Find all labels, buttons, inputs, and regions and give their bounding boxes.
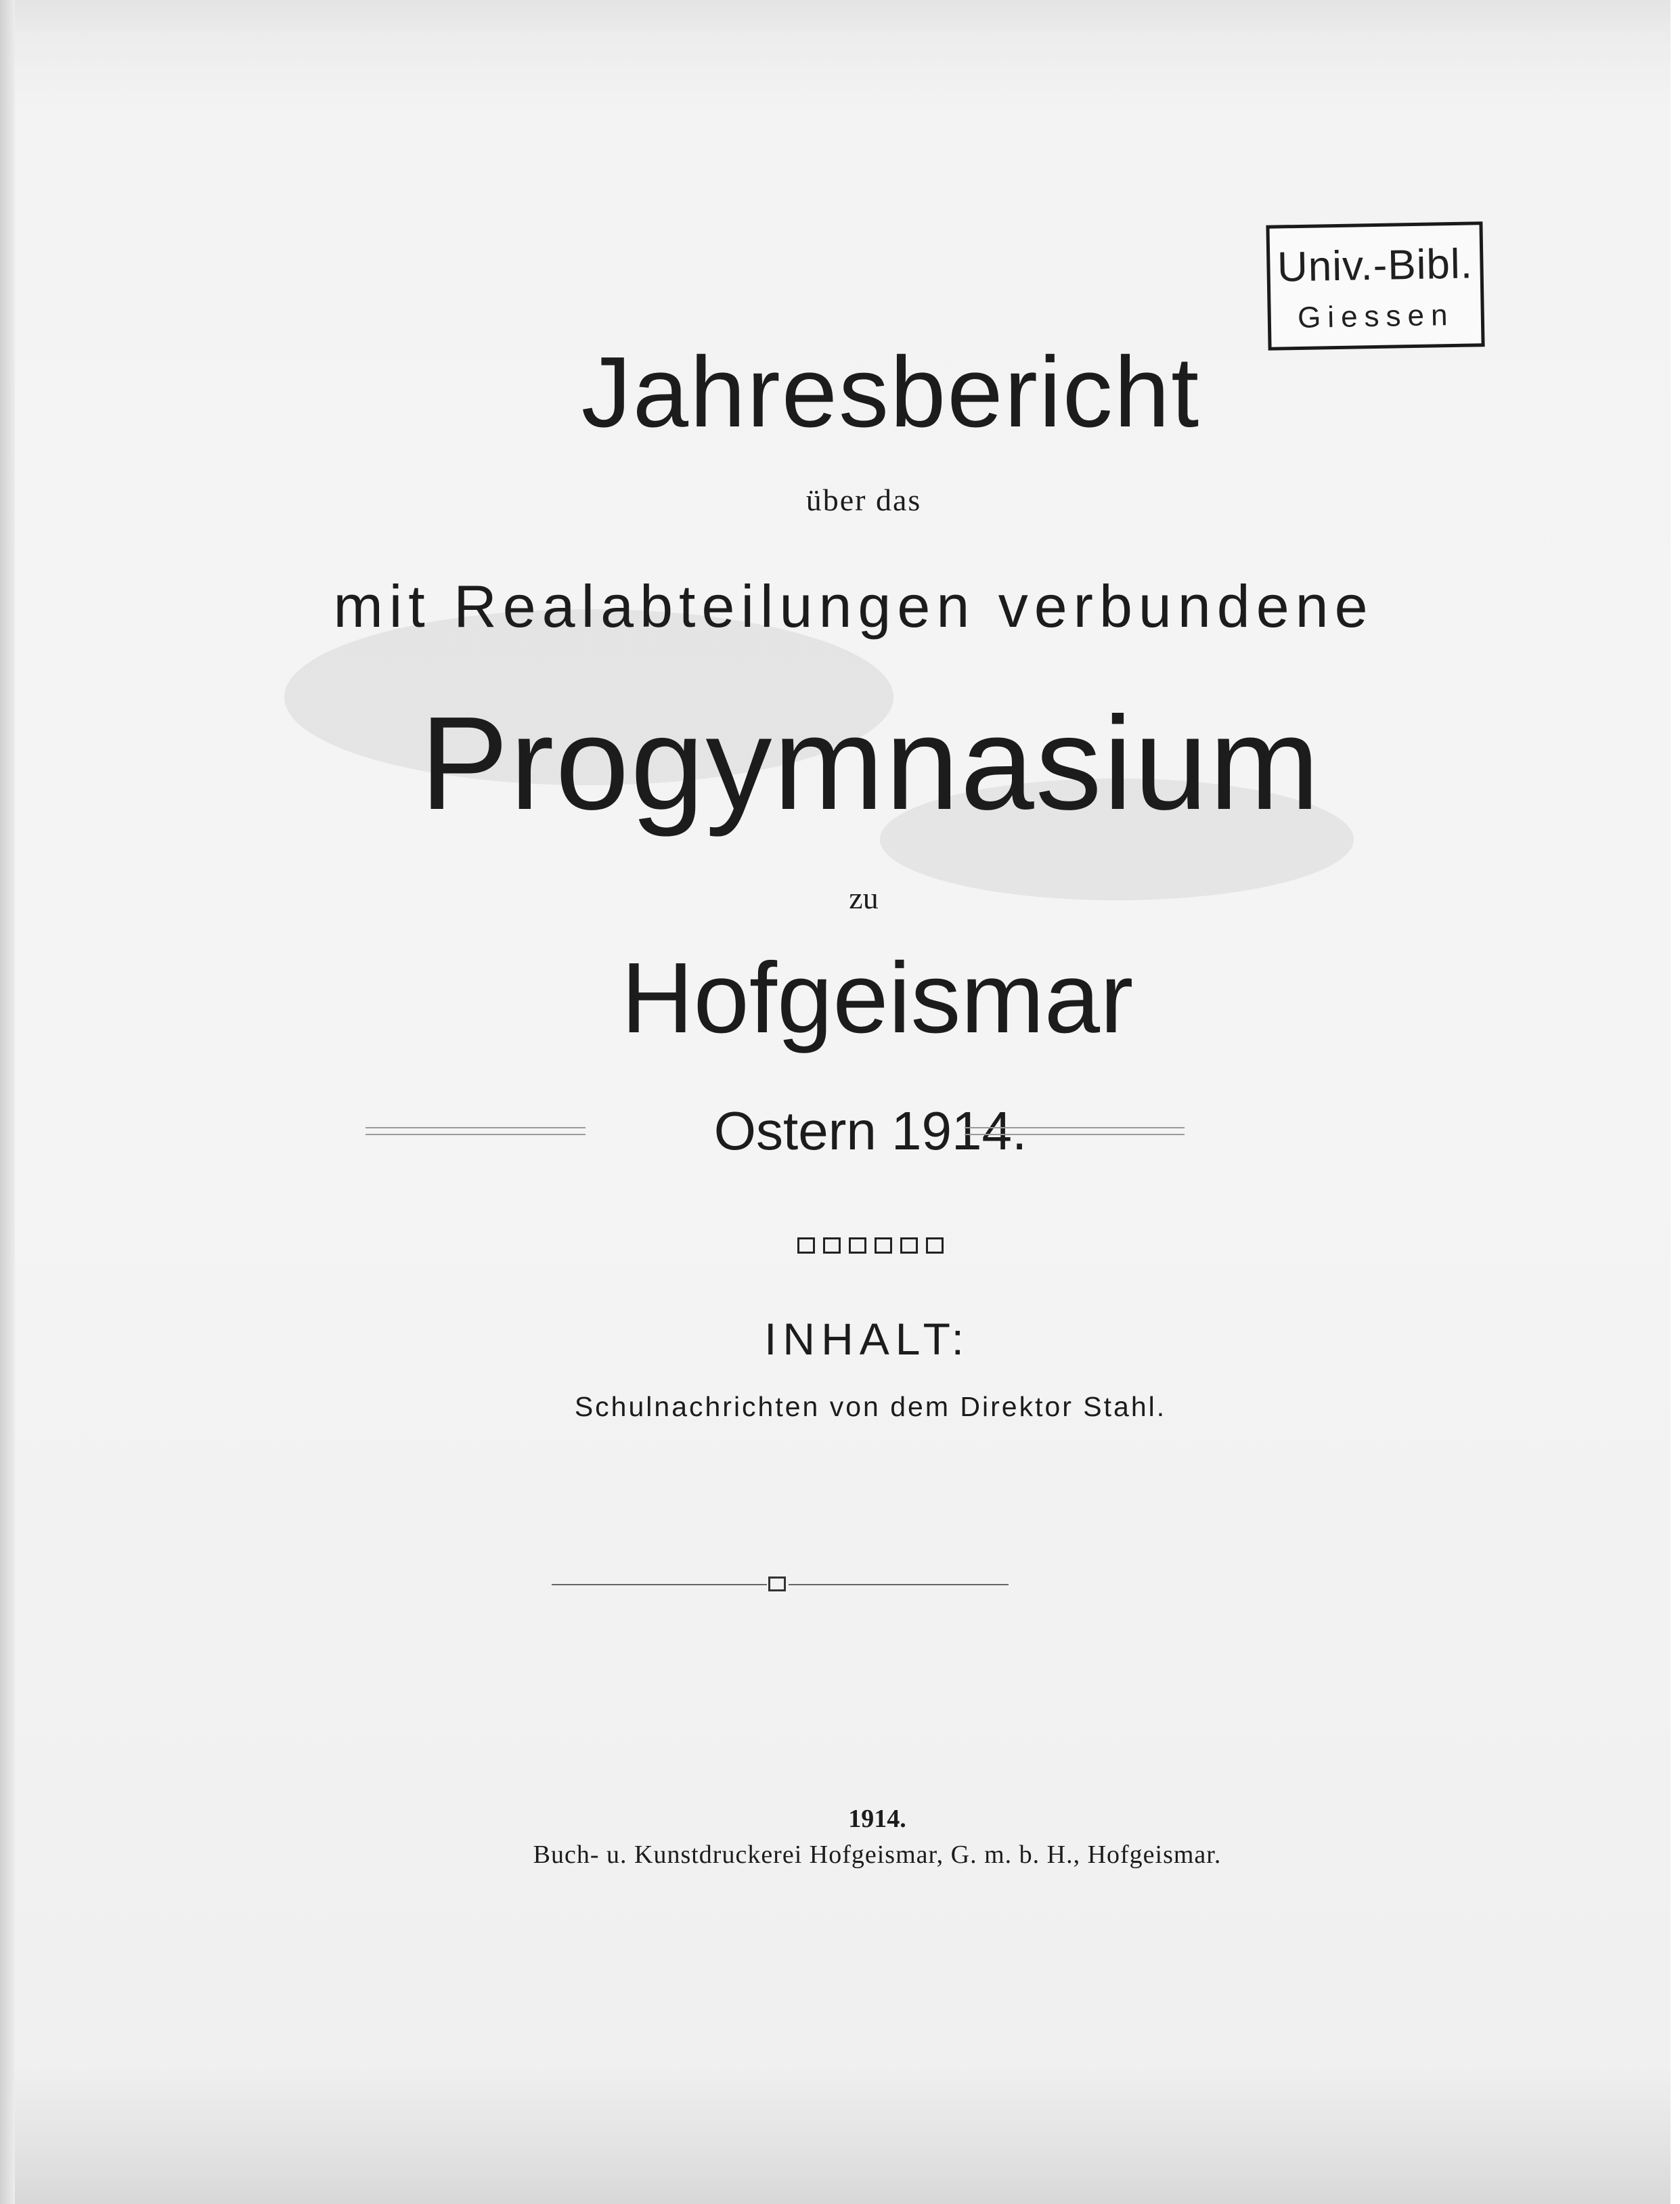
box-ornament bbox=[0, 1237, 1680, 1254]
ornament-box bbox=[900, 1237, 918, 1254]
location-name: Hofgeismar bbox=[621, 942, 1134, 1054]
decorative-rule-right bbox=[965, 1127, 1185, 1135]
bottom-rule-box-ornament bbox=[768, 1577, 786, 1591]
bottom-rule-left bbox=[552, 1584, 767, 1585]
school-type: Progymnasium bbox=[420, 689, 1321, 837]
document-title: Jahresbericht bbox=[581, 336, 1201, 448]
ornament-box bbox=[875, 1237, 892, 1254]
stamp-line-2: Giessen bbox=[1297, 298, 1455, 335]
location-connector: zu bbox=[849, 881, 879, 915]
ornament-box bbox=[849, 1237, 866, 1254]
ornament-box bbox=[926, 1237, 944, 1254]
ornament-box bbox=[797, 1237, 815, 1254]
imprint-year: 1914. bbox=[848, 1805, 906, 1833]
contents-text: Schulnachrichten von dem Direktor Stahl. bbox=[574, 1391, 1167, 1422]
subtitle-connector: über das bbox=[805, 483, 922, 517]
contents-heading: INHALT: bbox=[764, 1314, 970, 1364]
library-stamp bbox=[1266, 221, 1484, 351]
ornament-box bbox=[823, 1237, 841, 1254]
bottom-rule-right bbox=[789, 1584, 1009, 1585]
school-descriptor: mit Realabteilungen verbundene bbox=[333, 573, 1374, 640]
imprint-printer: Buch- u. Kunstdruckerei Hofgeismar, G. m. b. H., Hofgeismar. bbox=[533, 1841, 1222, 1869]
stamp-line-1: Univ.-Bibl. bbox=[1277, 240, 1474, 291]
edition-date: Ostern 1914. bbox=[713, 1101, 1027, 1161]
